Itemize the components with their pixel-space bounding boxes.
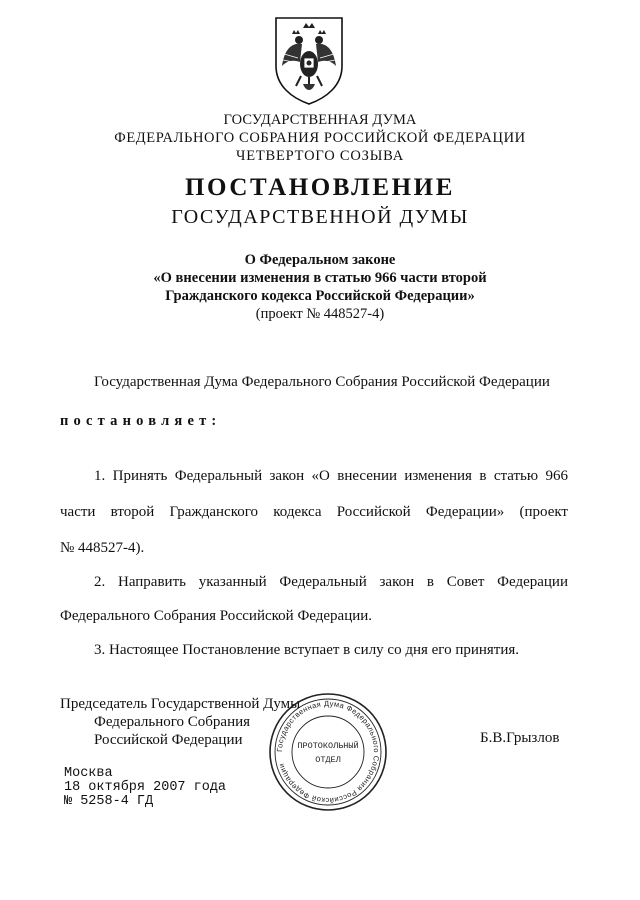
resolves-heading: постановляет: bbox=[60, 413, 222, 429]
item-1-line-1: 1. Принять Федеральный закон «О внесении изменения в статью 966 bbox=[94, 468, 568, 484]
stamp-center-line-1: ПРОТОКОЛЬНЫЙ bbox=[297, 741, 359, 751]
subject-line-2: «О внесении изменения в статью 966 части второй bbox=[153, 270, 487, 286]
svg-text:Государственная Дума Федеральн bbox=[275, 699, 381, 805]
signer-position-line-3: Российской Федерации bbox=[94, 732, 243, 748]
signer-position-line-2: Федерального Собрания bbox=[94, 714, 251, 730]
item-2-line-1: 2. Направить указанный Федеральный закон в Совет Федерации bbox=[94, 574, 568, 590]
issuer-line-3: ЧЕТВЕРТОГО СОЗЫВА bbox=[235, 148, 405, 164]
item-3: 3. Настоящее Постановление вступает в силу со дня его принятия. bbox=[94, 642, 520, 658]
document-title: ПОСТАНОВЛЕНИЕ bbox=[184, 174, 456, 201]
coat-of-arms-icon bbox=[270, 14, 348, 106]
issuer-line-2: ФЕДЕРАЛЬНОГО СОБРАНИЯ РОССИЙСКОЙ ФЕДЕРАЦИИ bbox=[114, 130, 526, 146]
item-1-line-3: № 448527-4). bbox=[60, 540, 145, 556]
subject-line-1: О Федеральном законе bbox=[244, 252, 396, 268]
signer-name: Б.В.Грызлов bbox=[480, 730, 560, 746]
document-subtitle: ГОСУДАРСТВЕННОЙ ДУМЫ bbox=[171, 206, 469, 228]
document-number: № 5258-4 ГД bbox=[64, 794, 154, 809]
place-of-issue: Москва bbox=[64, 766, 113, 781]
preamble: Государственная Дума Федерального Собрания Российской Федерации bbox=[94, 374, 550, 390]
stamp-ring-text: Государственная Дума Федерального Собрания Российской Федерации bbox=[274, 698, 382, 806]
project-number: (проект № 448527-4) bbox=[255, 306, 385, 322]
signer-position-line-1: Председатель Государственной Думы bbox=[60, 696, 301, 712]
item-2-line-2: Федерального Собрания Российской Федерации. bbox=[60, 608, 373, 624]
issuer-line-1: ГОСУДАРСТВЕННАЯ ДУМА bbox=[223, 112, 417, 128]
seal-stamp-icon bbox=[266, 690, 390, 814]
subject-line-3: Гражданского кодекса Российской Федерации» bbox=[165, 288, 475, 304]
stamp-center-line-2: ОТДЕЛ bbox=[315, 755, 341, 765]
item-1-line-2: части второй Гражданского кодекса Российской Федерации» (проект bbox=[60, 504, 568, 520]
issue-date: 18 октября 2007 года bbox=[64, 780, 227, 795]
